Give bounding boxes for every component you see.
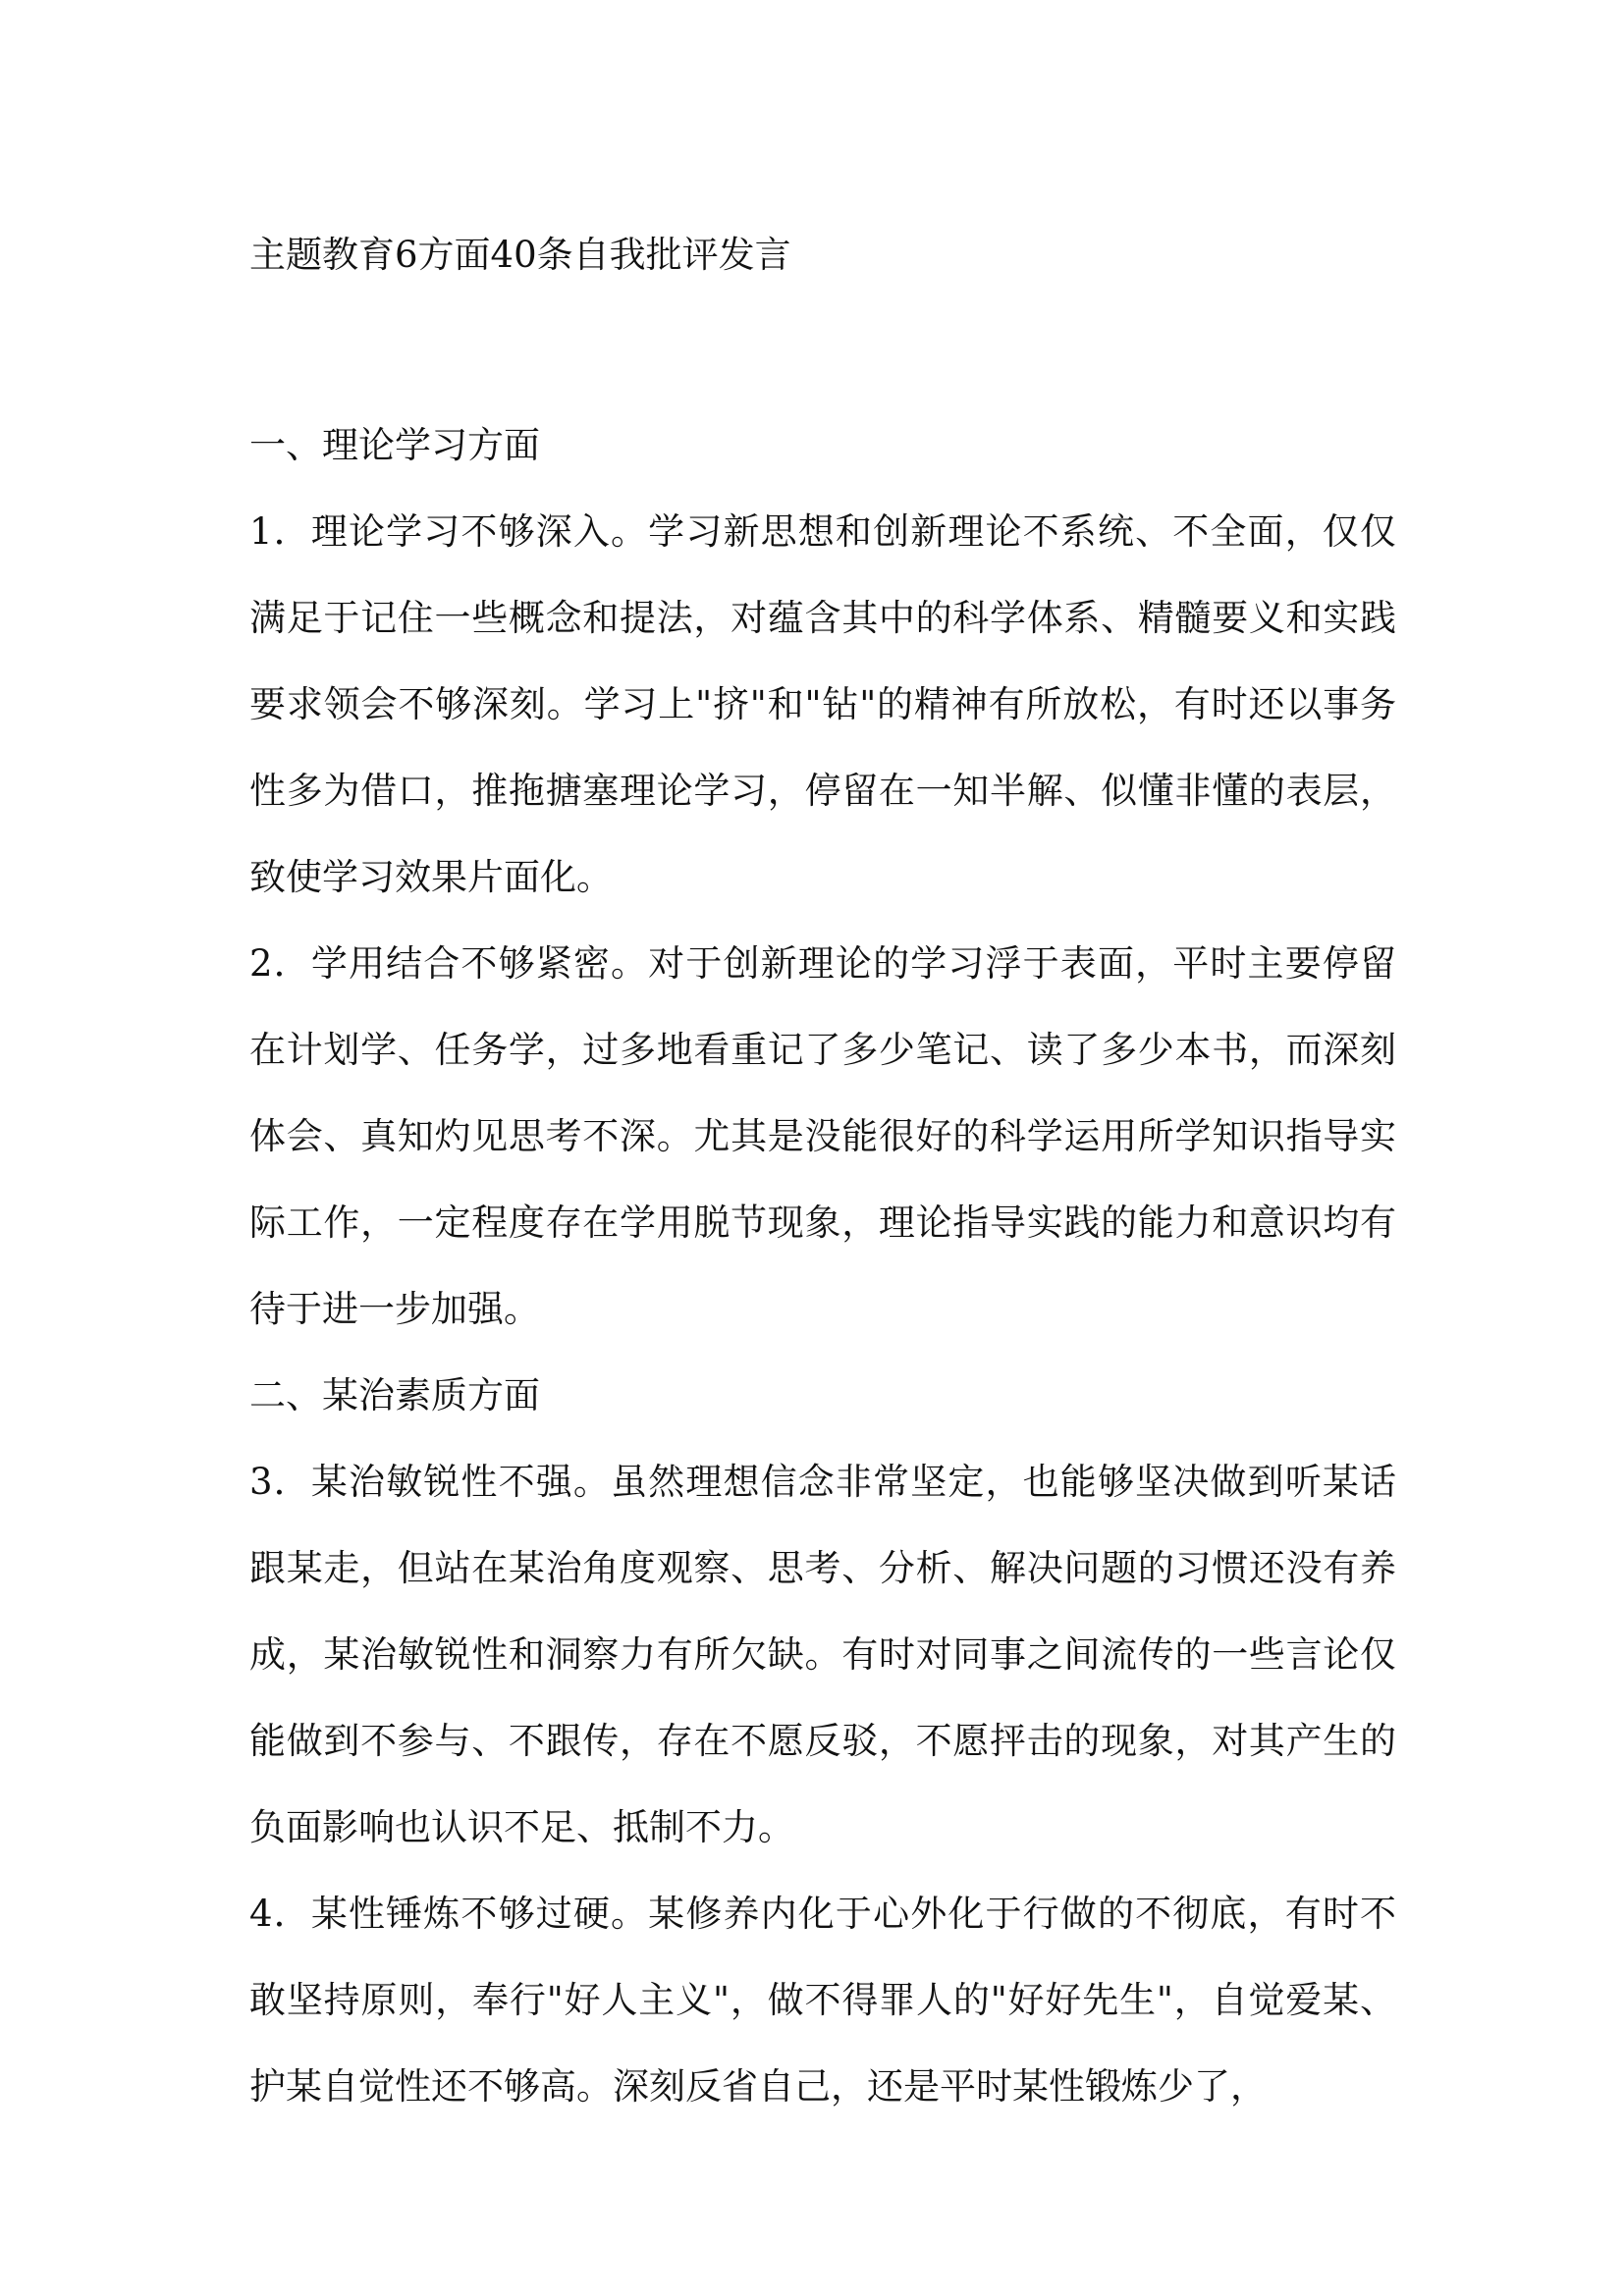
item-number: 2． (249, 942, 311, 985)
item-text: 某治敏锐性不强。虽然理想信念非常坚定，也能够坚决做到听某话跟某走，但站在某治角度观察、思考、分析、解决问题的习惯还没有养成，某治敏锐性和洞察力有所欠缺。有时对同事之间流传的一些言论仅能做到不参与、不跟传，存在不愿反驳，不愿抨击的现象，对其产生的负面影响也认识不足、抵制不力。 (249, 1461, 1396, 1848)
item-number: 3． (249, 1461, 311, 1503)
list-item (249, 1439, 1396, 1871)
item-text: 学用结合不够紧密。对于创新理论的学习浮于表面，平时主要停留在计划学、任务学，过多地看重记了多少笔记、读了多少本书，而深刻体会、真知灼见思考不深。尤其是没能很好的科学运用所学知识指导实际工作，一定程度存在学用脱节现象，理论指导实践的能力和意识均有待于进一步加强。 (249, 942, 1396, 1330)
section-theory-study (249, 402, 1396, 1353)
list-item (249, 489, 1396, 921)
section-heading: 二、某治素质方面 (249, 1374, 540, 1416)
item-text: 某性锤炼不够过硬。某修养内化于心外化于行做的不彻底，有时不敢坚持原则，奉行"好人主义"，做不得罪人的"好好先生"，自觉爱某、护某自觉性还不够高。深刻反省自己，还是平时某性锻炼少了， (249, 1893, 1396, 2108)
section-quality (249, 1353, 1396, 2130)
list-item (249, 921, 1396, 1353)
list-item (249, 1871, 1396, 2130)
document-title: 主题教育6方面40条自我批评发言 (249, 234, 791, 276)
item-number: 1． (249, 510, 311, 553)
item-text: 理论学习不够深入。学习新思想和创新理论不系统、不全面，仅仅满足于记住一些概念和提法，对蕴含其中的科学体系、精髓要义和实践要求领会不够深刻。学习上"挤"和"钻"的精神有所放松，有时还以事务性多为借口，推拖搪塞理论学习，停留在一知半解、似懂非懂的表层，致使学习效果片面化。 (249, 510, 1396, 898)
document-body (249, 402, 1396, 2130)
item-number: 4． (249, 1893, 311, 1935)
section-heading: 一、理论学习方面 (249, 424, 540, 466)
